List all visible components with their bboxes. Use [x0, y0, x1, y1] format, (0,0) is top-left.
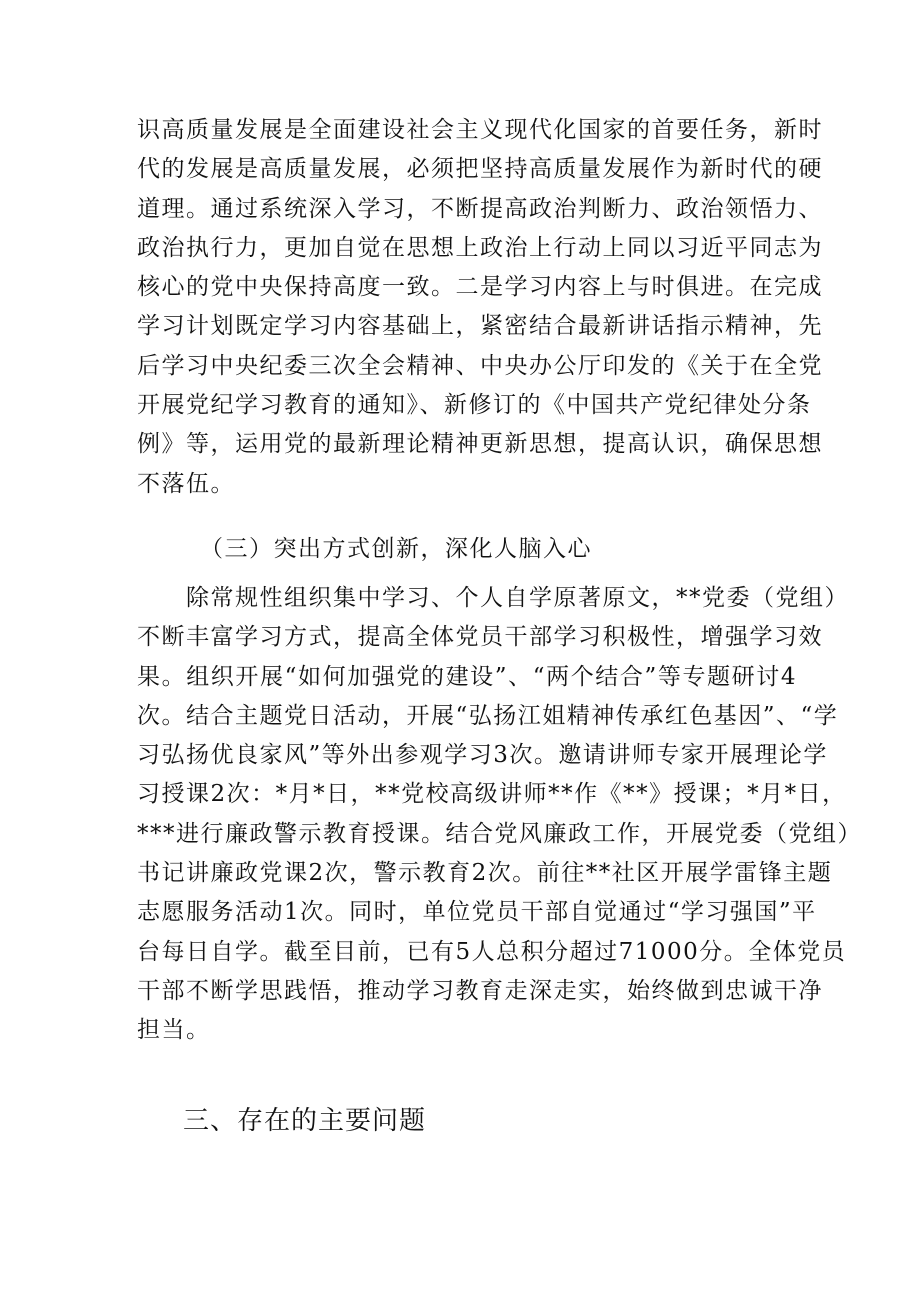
paragraph-line: 除常规性组织集中学习、个人自学原著原文，**党委（党组） — [137, 585, 849, 611]
paragraph-study-content — [137, 111, 823, 504]
paragraph-line: 政治执行力，更加自觉在思想上政治上行动上同以习近平同志为 — [137, 234, 823, 261]
paragraph-line: 担当。 — [137, 1017, 211, 1044]
paragraph-line: 识高质量发展是全面建设社会主义现代化国家的首要任务，新时 — [137, 117, 823, 143]
paragraph-line: 不断丰富学习方式，提高全体党员干部学习积极性，增强学习效 — [137, 624, 823, 651]
paragraph-line: 次。结合主题党日活动，开展“弘扬江姐精神传承红色基因”、“学 — [137, 702, 839, 729]
paragraph-line: 台每日自学。截至目前，已有5人总积分超过71000分。全体党员 — [137, 938, 847, 965]
paragraph-line: 例》等，运用党的最新理论精神更新思想，提高认识，确保思想 — [137, 431, 823, 458]
section-heading-main-problems: 三、存在的主要问题 — [183, 1106, 427, 1136]
paragraph-line: 代的发展是高质量发展，必须把坚持高质量发展作为新时代的硬 — [137, 156, 823, 183]
paragraph-line: 学习计划既定学习内容基础上，紧密结合最新讲话指示精神，先 — [137, 313, 823, 340]
paragraph-line: 习授课2次：*月*日，**党校高级讲师**作《**》授课；*月*日， — [137, 781, 847, 808]
paragraph-line: 道理。通过系统深入学习，不断提高政治判断力、政治领悟力、 — [137, 195, 823, 222]
subheading-method-innovation: （三）突出方式创新，深化人脑入心 — [200, 536, 592, 562]
paragraph-line: 后学习中央纪委三次全会精神、中央办公厅印发的《关于在全党 — [137, 352, 823, 379]
paragraph-line: 核心的党中央保持高度一致。二是学习内容上与时俱进。在完成 — [137, 274, 823, 301]
paragraph-line: ***进行廉政警示教育授课。结合党风廉政工作，开展党委（党组） — [137, 820, 862, 847]
paragraph-line: 书记讲廉政党课2次，警示教育2次。前往**社区开展学雷锋主题 — [137, 860, 833, 887]
paragraph-study-methods — [137, 579, 862, 1051]
paragraph-line: 习弘扬优良家风”等外出参观学习3次。邀请讲师专家开展理论学 — [137, 742, 828, 769]
paragraph-line: 不落伍。 — [137, 470, 235, 497]
paragraph-line: 干部不断学思践悟，推动学习教育走深走实，始终做到忠诚干净 — [137, 977, 823, 1004]
paragraph-line: 志愿服务活动1次。同时，单位党员干部自觉通过“学习强国”平 — [137, 899, 817, 926]
paragraph-line: 开展党纪学习教育的通知》、新修订的《中国共产党纪律处分条 — [137, 392, 812, 419]
paragraph-line: 果。组织开展“如何加强党的建设”、“两个结合”等专题研讨4 — [137, 663, 797, 690]
